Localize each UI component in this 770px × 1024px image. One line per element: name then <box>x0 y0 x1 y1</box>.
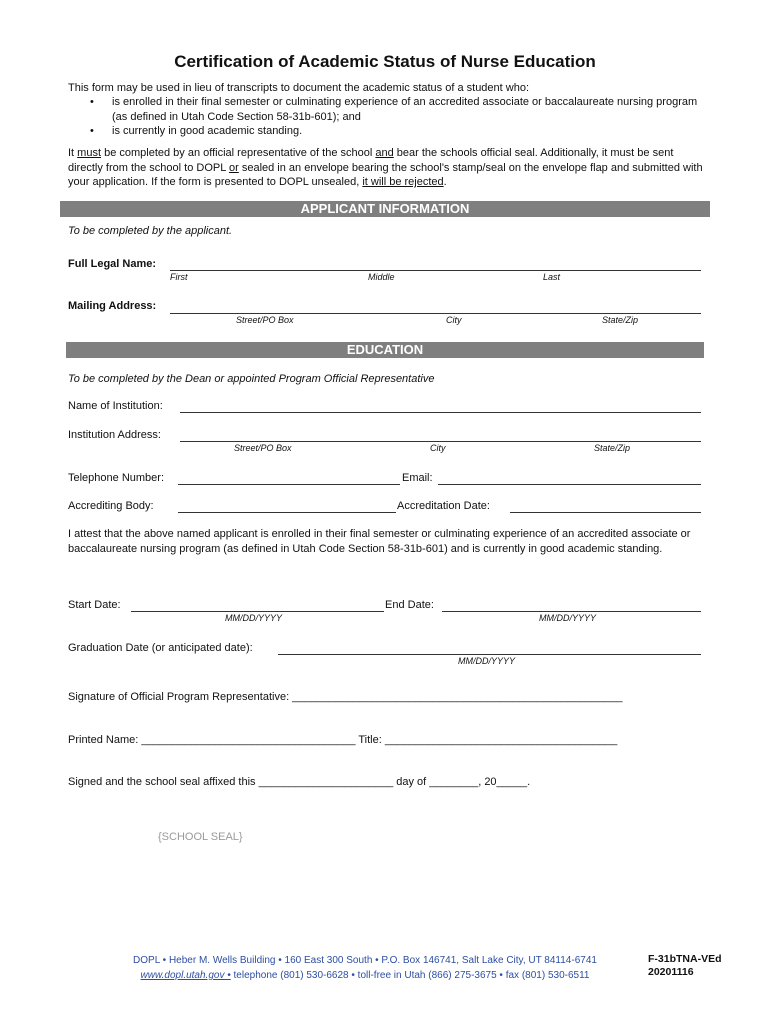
email-label: Email: <box>402 472 433 484</box>
telephone-label: Telephone Number: <box>68 472 165 484</box>
institution-name-label: Name of Institution: <box>68 400 163 412</box>
footer-line-2: www.dopl.utah.gov • telephone (801) 530-6628 • toll-free in Utah (866) 275-3675 • fax (801) 530-6511 <box>140 970 590 981</box>
street-caption: Street/PO Box <box>236 315 294 325</box>
end-date-label: End Date: <box>385 599 434 611</box>
accrediting-body-field[interactable] <box>178 512 396 513</box>
accreditation-date-label: Accreditation Date: <box>397 500 490 512</box>
middle-name-caption: Middle <box>368 272 395 282</box>
mailing-address-label: Mailing Address: <box>68 300 157 312</box>
institution-address-label: Institution Address: <box>68 429 161 441</box>
graduation-date-format: MM/DD/YYYY <box>458 656 516 666</box>
accreditation-date-field[interactable] <box>510 512 701 513</box>
start-date-format: MM/DD/YYYY <box>225 613 283 623</box>
applicant-section-header: APPLICANT INFORMATION <box>60 201 710 217</box>
last-name-caption: Last <box>543 272 561 282</box>
mailing-address-field[interactable] <box>170 313 701 314</box>
inst-state-zip-caption: State/Zip <box>594 443 631 453</box>
institution-name-field[interactable] <box>180 412 701 413</box>
full-name-label: Full Legal Name: <box>68 258 157 270</box>
eligibility-list <box>68 95 708 139</box>
attestation-text: I attest that the above named applicant is enrolled in their final semester or culminating experience of an accredited associate or baccalaureate nursing program (as defined in Utah Code Section 58-31b-601) and is currently in good academic standing. <box>68 528 691 555</box>
page-title: Certification of Academic Status of Nurse Education <box>174 52 596 71</box>
end-date-format: MM/DD/YYYY <box>539 613 597 623</box>
inst-city-caption: City <box>430 443 446 453</box>
graduation-date-field[interactable] <box>278 654 701 655</box>
first-name-caption: First <box>170 272 188 282</box>
end-date-field[interactable] <box>442 611 701 612</box>
printed-name-title-line[interactable]: Printed Name: ___________________________________ Title: ______________________________________ <box>68 734 618 746</box>
eligibility-item: • is currently in good academic standing. <box>68 124 708 139</box>
dopl-website-link[interactable]: www.dopl.utah.gov • <box>140 970 231 981</box>
state-zip-caption: State/Zip <box>602 315 639 325</box>
city-caption: City <box>446 315 462 325</box>
eligibility-item: • is enrolled in their final semester or culminating experience of an accredited associate or baccalaureate nursing program (as defined in Utah Code Section 58-31b-601); and <box>68 95 708 124</box>
telephone-field[interactable] <box>178 484 400 485</box>
email-field[interactable] <box>438 484 701 485</box>
start-date-field[interactable] <box>131 611 384 612</box>
graduation-date-label: Graduation Date (or anticipated date): <box>68 642 253 654</box>
education-section-header: EDUCATION <box>66 342 704 358</box>
signature-line[interactable]: Signature of Official Program Representative: ______________________________________________________ <box>68 691 623 703</box>
inst-street-caption: Street/PO Box <box>234 443 292 453</box>
footer-address <box>90 953 640 983</box>
education-note: To be completed by the Dean or appointed Program Official Representative <box>68 373 435 385</box>
applicant-note: To be completed by the applicant. <box>68 225 233 237</box>
institution-address-field[interactable] <box>180 441 701 442</box>
signed-date-line[interactable]: Signed and the school seal affixed this ______________________ day of ________, 20_____. <box>68 776 531 788</box>
start-date-label: Start Date: <box>68 599 121 611</box>
full-name-field[interactable] <box>170 270 701 271</box>
school-seal-placeholder: {SCHOOL SEAL} <box>158 831 243 843</box>
footer-line-1: DOPL • Heber M. Wells Building • 160 East 300 South • P.O. Box 146741, Salt Lake City, UT 84114-6741 <box>133 955 597 966</box>
instructions-text: It must be completed by an official representative of the school and bear the schools official seal. Additionally, it must be sent directly from the school to DOPL or sealed in an envelope bearing the school's stamp/seal on the envelope flap and submitted with your application. If the form is presented to DOPL unsealed, it will be rejected. <box>68 147 703 188</box>
intro-text: This form may be used in lieu of transcripts to document the academic status of a student who: <box>68 82 530 94</box>
form-code: F-31bTNA-VEd 20201116 <box>648 953 722 978</box>
accrediting-body-label: Accrediting Body: <box>68 500 154 512</box>
